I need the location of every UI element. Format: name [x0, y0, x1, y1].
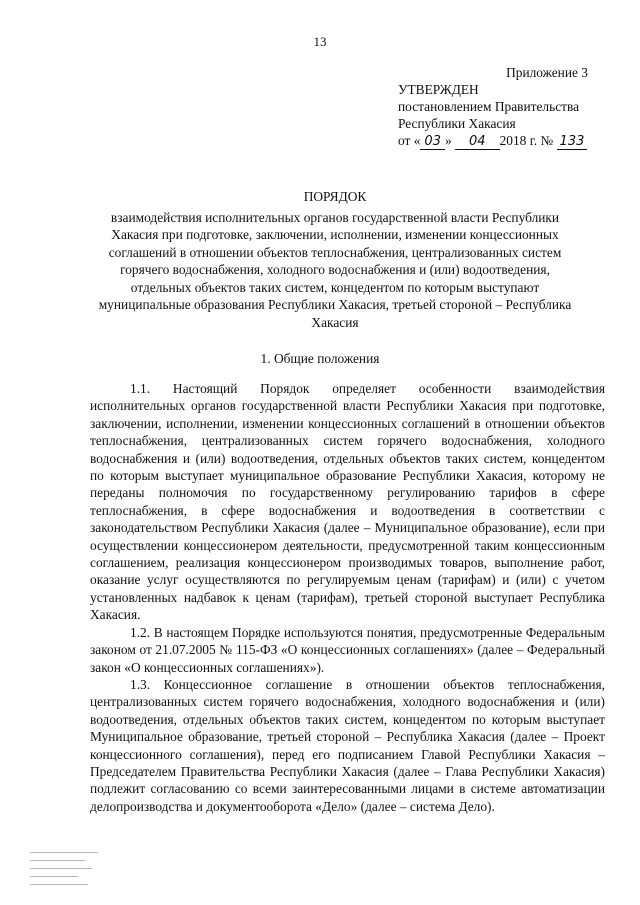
approved-by-line-2: Республики Хакасия — [398, 116, 516, 131]
approval-block — [398, 64, 613, 150]
date-month: 04 — [455, 134, 500, 150]
page-number: 13 — [313, 34, 327, 49]
title-line: муниципальные образования Республики Хакасия, третьей стороной – Республика — [98, 297, 572, 312]
title-heading: ПОРЯДОК — [303, 189, 367, 204]
title-line: отдельных объектов таких систем, концедентом по которым выступают — [130, 279, 540, 295]
date-day: 03 — [420, 134, 445, 150]
appendix-label: Приложение 3 — [506, 65, 588, 80]
title-line: горячего водоснабжения, холодного водоснабжения и (или) водоотведения, — [120, 262, 550, 277]
document-title — [70, 188, 600, 331]
approved-by-line-1: постановлением Правительства — [398, 99, 580, 114]
paragraph-1-3: 1.3. Концессионное соглашение в отношении объектов теплоснабжения, централизованных систем горячего водоснабжения, холодного водоснабжения и (или) водоотведения, отдельных объектов таких систем, концедентом по которым выступает Муниципальное образование, третьей стороной – Республика Хакасия (далее – Проект концессионного соглашения), перед его подписанием Главой Республики Хакасия – Председателем Правительства Республики Хакасия (далее – Глава Республики Хакасия) подлежит согласованию со всеми заинтересованными лицами в системе автоматизации делопроизводства и документооборота «Дело» (далее – система Дело). — [90, 676, 605, 814]
faint-stamp-mark — [30, 848, 100, 888]
number-prefix: № — [540, 133, 554, 148]
date-year: 2018 г. — [499, 133, 538, 148]
decree-number: 133 — [557, 134, 588, 150]
title-line: взаимодействия исполнительных органов государственной власти Республики — [110, 209, 560, 225]
section-heading: 1. Общие положения — [260, 351, 380, 366]
date-prefix: от « — [398, 133, 421, 148]
approval-date-line — [398, 132, 613, 150]
date-mid: » — [444, 133, 452, 148]
title-line: Хакасия — [311, 314, 359, 330]
document-body — [90, 380, 605, 815]
approved-label: УТВЕРЖДЕН — [398, 82, 479, 97]
paragraph-1-2: 1.2. В настоящем Порядке используются понятия, предусмотренные Федеральным законом от 21.07.2005 № 115-ФЗ «О концессионных соглашениях» (далее – Федеральный закон «О концессионных соглашениях»). — [90, 624, 605, 675]
title-line: соглашений в отношении объектов теплоснабжения, централизованных систем — [108, 244, 562, 260]
title-line: Хакасия при подготовке, заключении, исполнении, изменении концессионных — [111, 227, 559, 242]
paragraph-1-1: 1.1. Настоящий Порядок определяет особенности взаимодействия исполнительных органов государственной власти Республики Хакасия при подготовке, заключении, исполнении, изменении концессионных соглашений в отношении объектов теплоснабжения, централизованных систем горячего водоснабжения, холодного водоснабжения и (или) водоотведения, отдельных объектов таких систем, концедентом по которым выступает муниципальное образование Республики Хакасия, которому не переданы полномочия по государственному регулированию тарифов в сфере теплоснабжения, в сфере водоснабжения и водоотведения в соответствии с законодательством Республики Хакасия (далее – Муниципальное образование), если при осуществлении концессионером деятельности, предусмотренной таким концессионным соглашением, реализация концессионером производимых товаров, выполнение работ, оказание услуг осуществляются по регулируемым ценам (тарифам) и (или) с учетом установленных надбавок к ценам (тарифам), третьей стороной выступает Республика Хакасия. — [90, 381, 605, 623]
